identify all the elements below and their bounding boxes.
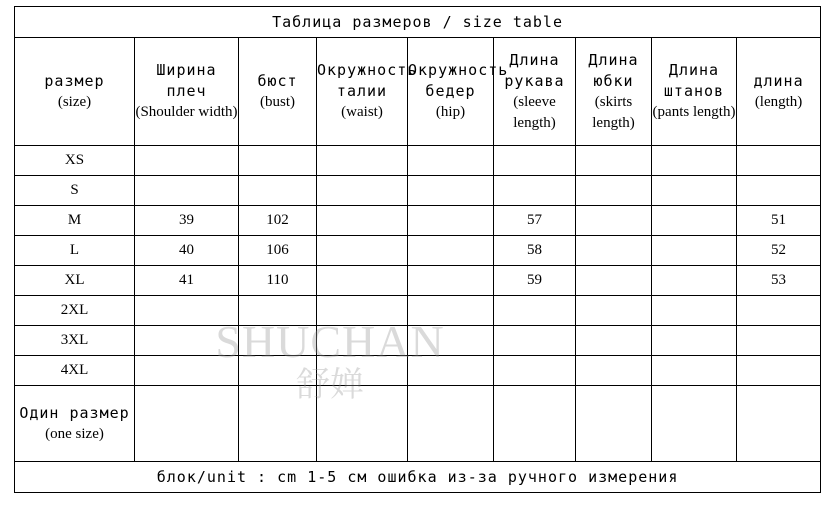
table-cell <box>576 386 652 462</box>
table-cell-sleeve <box>494 356 576 386</box>
table-cell-hip <box>408 176 494 206</box>
table-cell-sleeve: 59 <box>494 266 576 296</box>
header-bust: бюст (bust) <box>239 38 317 146</box>
table-cell-waist <box>317 236 408 266</box>
table-cell-pants <box>652 206 737 236</box>
table-cell-hip <box>408 146 494 176</box>
table-cell-pants <box>652 176 737 206</box>
row-size-label: S <box>15 176 135 206</box>
table-cell-bust <box>239 356 317 386</box>
table-title: Таблица размеров / size table <box>15 7 821 38</box>
table-cell-bust <box>239 176 317 206</box>
table-row-one-size <box>15 386 821 462</box>
table-cell-bust <box>239 296 317 326</box>
table-body <box>15 146 821 386</box>
table-row <box>15 266 821 296</box>
table-cell <box>737 386 821 462</box>
table-cell-pants <box>652 146 737 176</box>
table-cell-waist <box>317 266 408 296</box>
table-cell-length <box>737 296 821 326</box>
row-size-label: 2XL <box>15 296 135 326</box>
table-cell-length <box>737 146 821 176</box>
row-size-label: L <box>15 236 135 266</box>
watermark-cjk: 舒婵 <box>296 365 364 405</box>
table-cell-length <box>737 326 821 356</box>
table-cell-hip <box>408 296 494 326</box>
table-cell-hip <box>408 266 494 296</box>
row-size-label: XL <box>15 266 135 296</box>
table-cell-hip <box>408 326 494 356</box>
table-cell-skirts <box>576 236 652 266</box>
table-cell-shoulder <box>135 326 239 356</box>
table-cell-shoulder: 41 <box>135 266 239 296</box>
table-cell-bust: 102 <box>239 206 317 236</box>
row-size-label: M <box>15 206 135 236</box>
table-cell-skirts <box>576 146 652 176</box>
table-cell-shoulder: 39 <box>135 206 239 236</box>
row-size-label: XS <box>15 146 135 176</box>
header-waist: Окружность талии (waist) <box>317 38 408 146</box>
table-cell-length <box>737 176 821 206</box>
table-cell-waist <box>317 176 408 206</box>
header-length: длина (length) <box>737 38 821 146</box>
table-cell-skirts <box>576 206 652 236</box>
table-cell <box>239 386 317 462</box>
table-cell-pants <box>652 266 737 296</box>
table-row <box>15 236 821 266</box>
table-cell-bust <box>239 326 317 356</box>
table-cell-pants <box>652 356 737 386</box>
table-cell-skirts <box>576 296 652 326</box>
row-size-label: 3XL <box>15 326 135 356</box>
table-cell <box>135 386 239 462</box>
table-cell-length: 52 <box>737 236 821 266</box>
table-cell-bust: 106 <box>239 236 317 266</box>
table-cell <box>317 386 408 462</box>
table-cell-pants <box>652 296 737 326</box>
size-table-sheet <box>14 6 820 498</box>
table-cell-skirts <box>576 176 652 206</box>
table-row <box>15 206 821 236</box>
table-cell-sleeve: 58 <box>494 236 576 266</box>
table-cell-sleeve: 57 <box>494 206 576 236</box>
table-row <box>15 326 821 356</box>
table-cell-waist <box>317 146 408 176</box>
table-cell-sleeve <box>494 176 576 206</box>
table-row <box>15 146 821 176</box>
table-cell-shoulder <box>135 146 239 176</box>
table-cell-sleeve <box>494 326 576 356</box>
watermark-latin: SHUCHAN <box>215 316 445 367</box>
table-cell-sleeve <box>494 146 576 176</box>
table-cell-skirts <box>576 266 652 296</box>
header-shoulder: Ширина плеч (Shoulder width) <box>135 38 239 146</box>
table-cell-length: 53 <box>737 266 821 296</box>
table-cell-pants <box>652 236 737 266</box>
table-cell-pants <box>652 326 737 356</box>
size-table <box>14 6 821 493</box>
table-cell <box>408 386 494 462</box>
table-cell-hip <box>408 206 494 236</box>
table-footer: блок/unit : cm 1-5 см ошибка из-за ручного измерения <box>15 462 821 493</box>
table-cell-hip <box>408 236 494 266</box>
header-size: размер (size) <box>15 38 135 146</box>
table-cell-bust <box>239 146 317 176</box>
table-row <box>15 176 821 206</box>
one-size-label: Один размер (one size) <box>15 386 135 462</box>
table-cell-sleeve <box>494 296 576 326</box>
table-cell-waist <box>317 296 408 326</box>
table-cell-length: 51 <box>737 206 821 236</box>
table-cell-shoulder <box>135 296 239 326</box>
header-pants: Длина штанов (pants length) <box>652 38 737 146</box>
table-cell-length <box>737 356 821 386</box>
header-hip: Окружность бедер (hip) <box>408 38 494 146</box>
table-row <box>15 296 821 326</box>
header-skirts: Длина юбки (skirts length) <box>576 38 652 146</box>
table-cell-shoulder <box>135 356 239 386</box>
table-cell-bust: 110 <box>239 266 317 296</box>
table-cell-shoulder <box>135 176 239 206</box>
table-cell <box>494 386 576 462</box>
table-cell-waist <box>317 206 408 236</box>
table-cell-skirts <box>576 326 652 356</box>
table-cell-hip <box>408 356 494 386</box>
table-cell-shoulder: 40 <box>135 236 239 266</box>
row-size-label: 4XL <box>15 356 135 386</box>
table-cell-waist <box>317 356 408 386</box>
table-cell-skirts <box>576 356 652 386</box>
header-sleeve: Длина рукава (sleeve length) <box>494 38 576 146</box>
table-cell-waist <box>317 326 408 356</box>
table-row <box>15 356 821 386</box>
table-cell <box>652 386 737 462</box>
